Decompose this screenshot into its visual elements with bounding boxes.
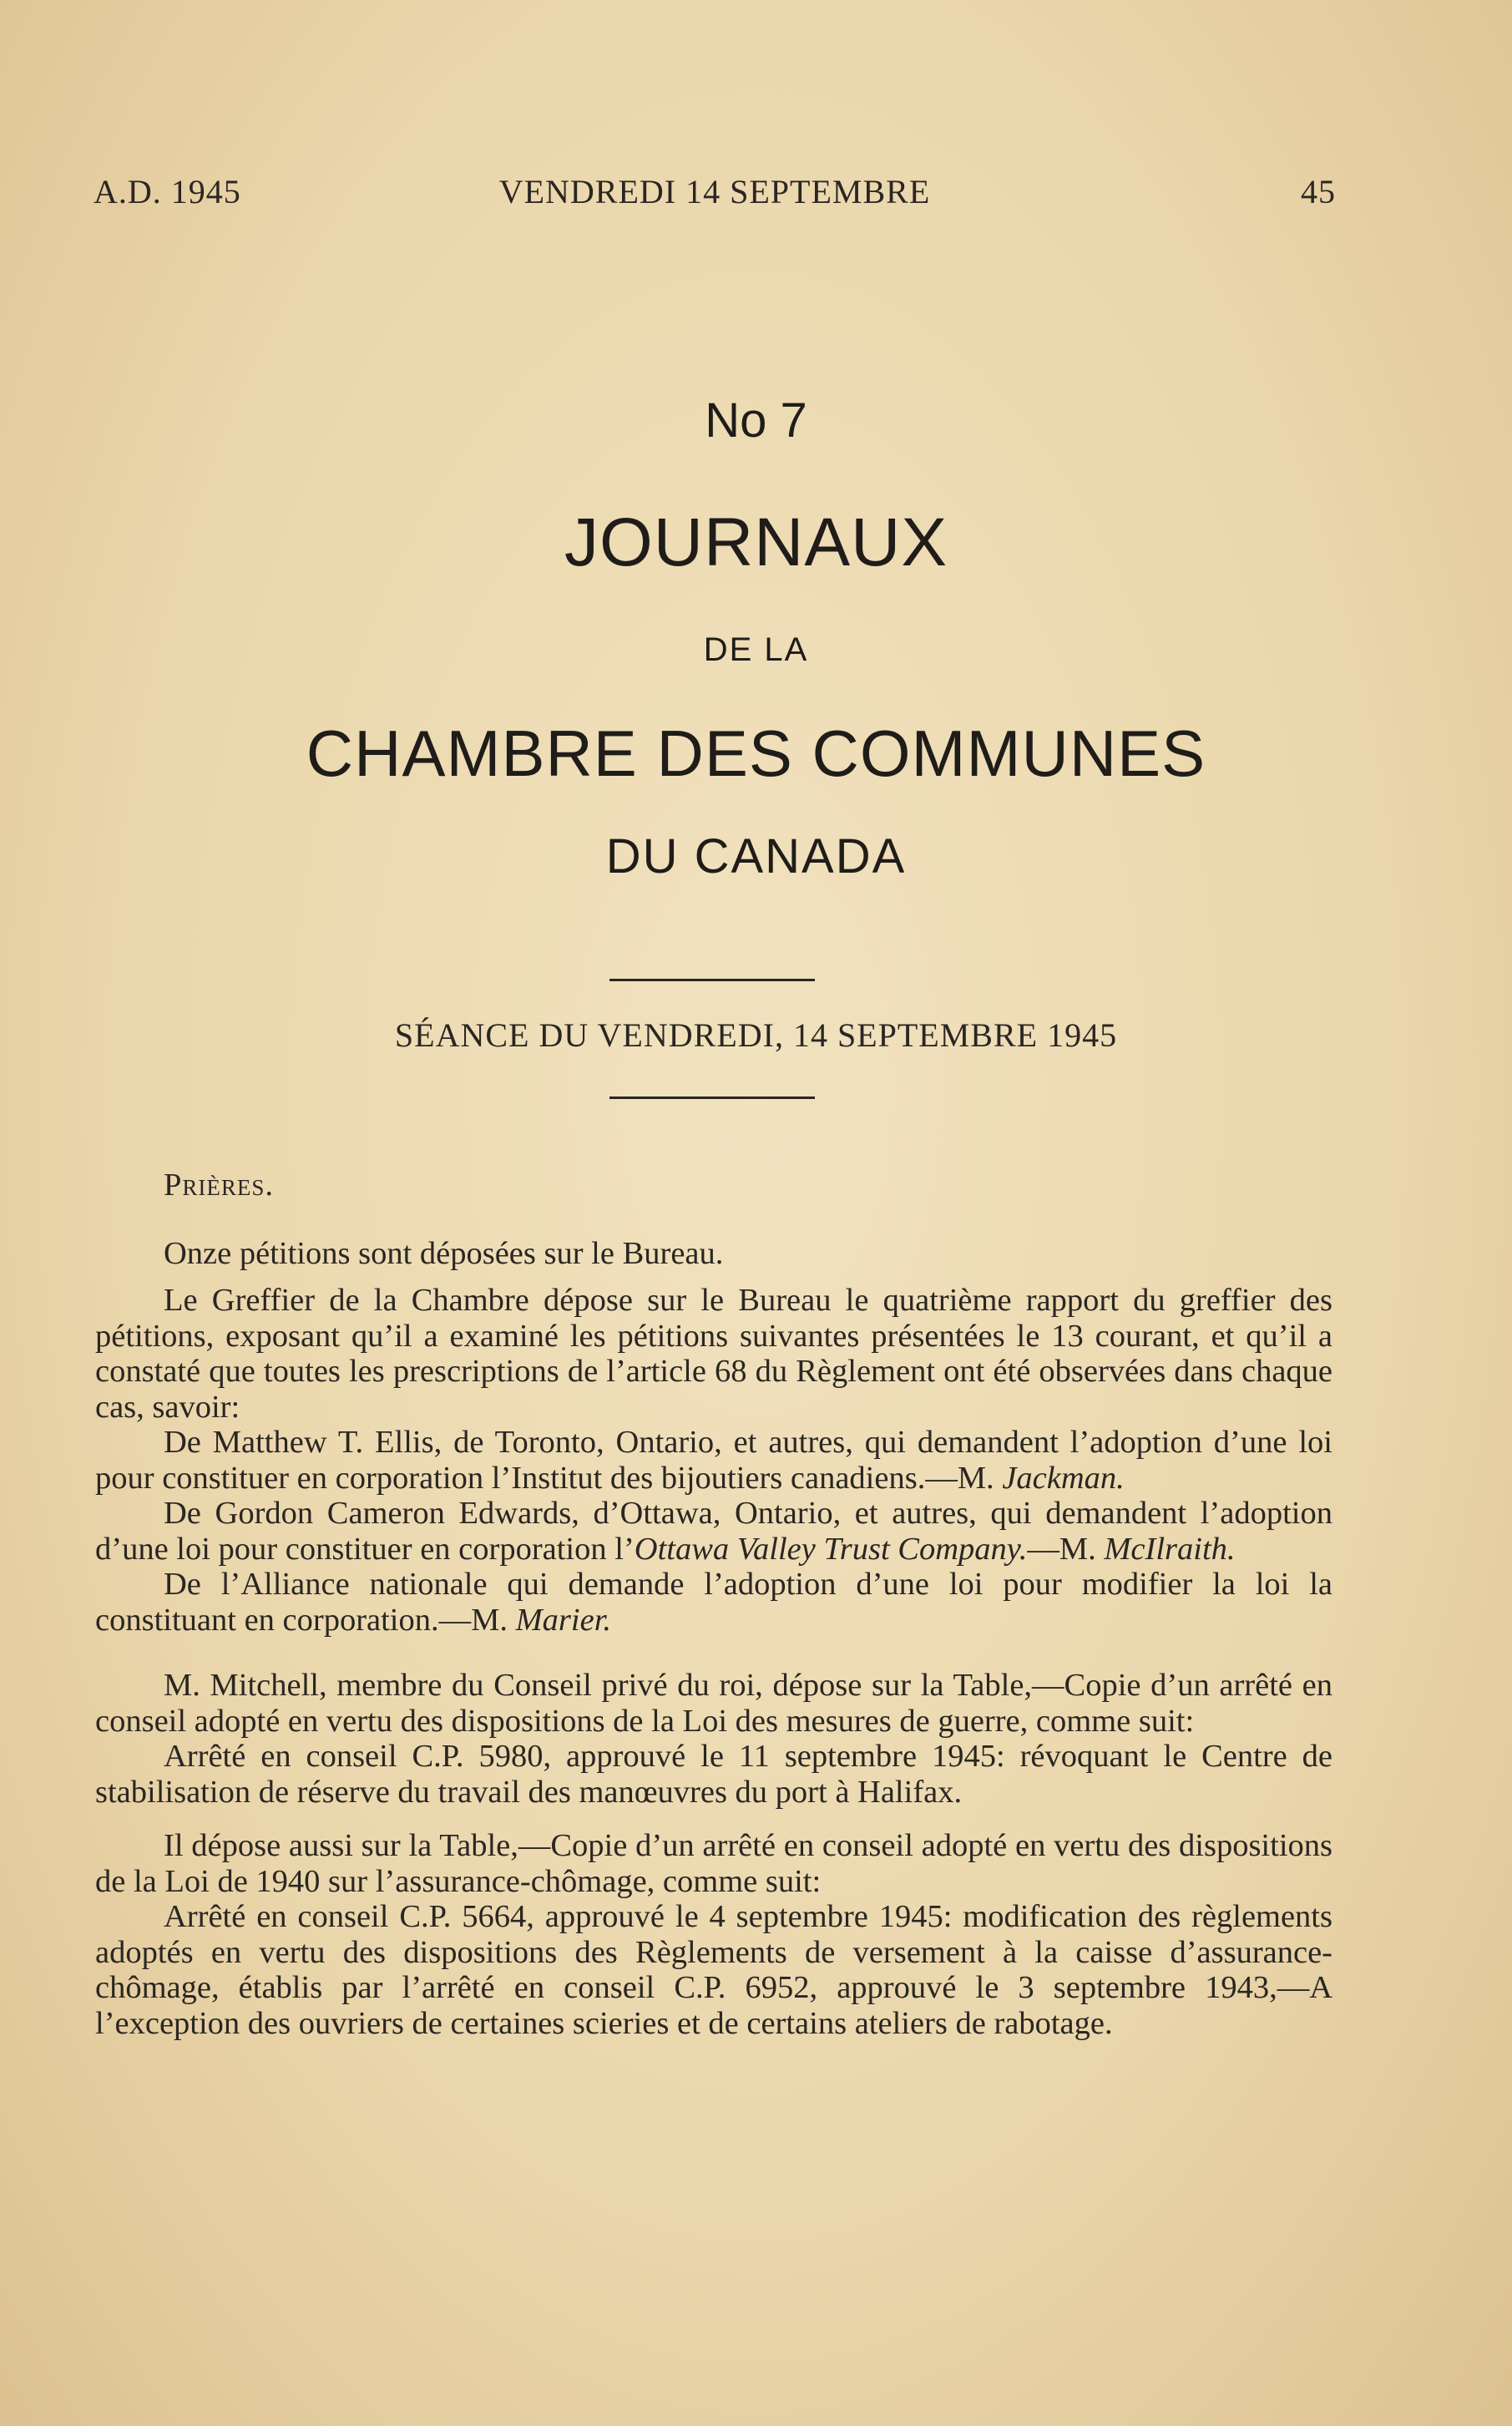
order-5980: Arrêté en conseil C.P. 5980, approuvé le 11 septembre 1945: révoquant le Centre de stabilisation de réserve du travail des manœuvres du port à Halifax. <box>95 1739 1332 1810</box>
petition-edwards: De Gordon Cameron Edwards, d’Ottawa, Ontario, et autres, qui demandent l’adoption d’une loi pour constituer en corporation l’Ottawa Valley Trust Company.—M. McIlraith. <box>95 1496 1332 1567</box>
divider-bottom <box>609 1097 815 1099</box>
petitions-filed: Onze pétitions sont déposées sur le Bureau. <box>164 1235 724 1271</box>
journal-body <box>95 1167 1332 2041</box>
session-heading: SÉANCE DU VENDREDI, 14 SEPTEMBRE 1945 <box>394 1016 1118 1054</box>
title-chambre: CHAMBRE DES COMMUNES <box>306 717 1206 790</box>
title-journaux: JOURNAUX <box>564 504 948 580</box>
title-de-la: DE LA <box>703 631 809 668</box>
mitchell-tabling: M. Mitchell, membre du Conseil privé du roi, dépose sur la Table,—Copie d’un arrêté en conseil adopté en vertu des dispositions de la Loi des mesures de guerre, comme suit: <box>95 1668 1332 1739</box>
header-date: VENDREDI 14 SEPTEMBRE <box>498 173 931 210</box>
header-year: A.D. 1945 <box>94 173 241 210</box>
prayers-line: Prières. <box>164 1167 275 1203</box>
running-header <box>94 172 1336 214</box>
divider-top <box>609 979 815 981</box>
petition-alliance: De l’Alliance nationale qui demande l’adoption d’une loi pour modifier la loi la constituant en corporation.—M. Marier. <box>95 1567 1332 1638</box>
second-tabling: Il dépose aussi sur la Table,—Copie d’un arrêté en conseil adopté en vertu des dispositions de la Loi de 1940 sur l’assurance-chômage, comme suit: <box>95 1828 1332 1899</box>
title-canada: DU CANADA <box>605 829 907 884</box>
journal-number: No 7 <box>705 393 807 448</box>
petition-ellis: De Matthew T. Ellis, de Toronto, Ontario, et autres, qui demandent l’adoption d’une loi pour constituer en corporation l’Institut des bijoutiers canadiens.—M. Jackman. <box>95 1425 1332 1496</box>
clerk-report: Le Greffier de la Chambre dépose sur le Bureau le quatrième rapport du greffier des pétitions, exposant qu’il a examiné les pétitions suivantes présentées le 13 courant, et qu’il a constaté que toutes les prescriptions de l’article 68 du Règlement ont été observées dans chaque cas, savoir: <box>95 1283 1332 1425</box>
order-5664: Arrêté en conseil C.P. 5664, approuvé le 4 septembre 1945: modification des règlements adoptés en vertu des dispositions des Règlements de versement à la caisse d’assurance-chômage, établis par l’arrêté en conseil C.P. 6952, approuvé le 3 septembre 1943,—A l’exception des ouvriers de certaines scieries et de certains ateliers de rabotage. <box>95 1899 1332 2041</box>
page-number: 45 <box>1301 173 1336 210</box>
